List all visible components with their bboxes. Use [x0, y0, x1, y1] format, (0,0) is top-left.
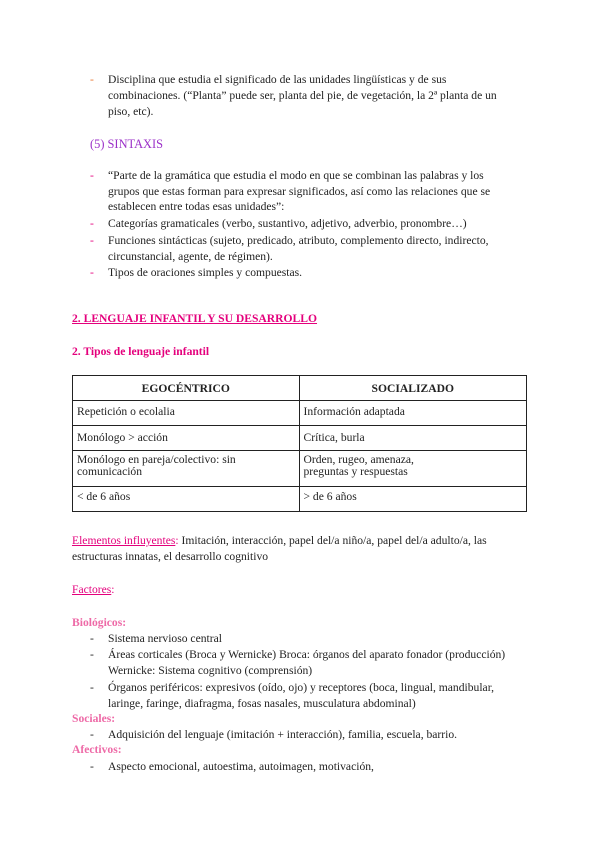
list-dash: - — [90, 681, 94, 694]
list-dash: - — [90, 169, 94, 182]
list-item-line: grupos que estas forman para expresar significados, así como las relaciones que se — [108, 185, 491, 198]
sintaxis-heading: (5) SINTAXIS — [90, 137, 163, 151]
table-cell: Monólogo en pareja/colectivo: sin comunicación — [73, 451, 300, 487]
elementos-line: Elementos influyentes: Imitación, interacción, papel del/a niño/a, papel del/a adulto/a, las — [72, 534, 487, 547]
table-cell: Crítica, burla — [299, 426, 527, 451]
list-item-line: Categorías gramaticales (verbo, sustantivo, adjetivo, adverbio, pronombre…) — [108, 217, 467, 230]
table-row — [73, 401, 527, 426]
biologicos-heading: Biológicos: — [72, 616, 127, 629]
elementos-label: Elementos influyentes — [72, 534, 176, 547]
subsection-title: 2. Tipos de lenguaje infantil — [72, 345, 210, 358]
sociales-heading: Sociales: — [72, 712, 116, 725]
list-item-line: Funciones sintácticas (sujeto, predicado, atributo, complemento directo, indirecto, — [108, 234, 489, 247]
table-row — [73, 487, 527, 512]
list-item-line: Aspecto emocional, autoestima, autoimagen, motivación, — [108, 760, 374, 773]
list-item-line: Sistema nervioso central — [108, 632, 222, 645]
list-item-line: Wernicke: Sistema cognitivo (comprensión) — [108, 664, 313, 677]
table-cell: Monólogo > acción — [73, 426, 300, 451]
table-header-cell: EGOCÉNTRICO — [73, 376, 300, 401]
list-item-line: Áreas corticales (Broca y Wernicke) Broca: órganos del aparato fonador (producción) — [108, 648, 506, 661]
language-types-table — [72, 375, 527, 512]
list-dash: - — [90, 217, 94, 230]
list-dash: - — [90, 234, 94, 247]
factores-heading: Factores: — [72, 583, 115, 596]
list-dash: - — [90, 266, 94, 279]
table-cell: Información adaptada — [299, 401, 527, 426]
elementos-line: estructuras innatas, el desarrollo cognitivo — [72, 550, 269, 563]
list-item-line: Adquisición del lenguaje (imitación + interacción), familia, escuela, barrio. — [108, 728, 458, 741]
table-row — [73, 451, 527, 487]
paragraph-line: piso, etc). — [108, 105, 154, 118]
list-item-line: establecen entre todas esas unidades”: — [108, 200, 285, 213]
list-item-line: “Parte de la gramática que estudia el modo en que se combinan las palabras y los — [108, 169, 484, 182]
list-dash: - — [90, 728, 94, 741]
list-dash: - — [90, 760, 94, 773]
table-cell: Repetición o ecolalia — [73, 401, 300, 426]
table-cell: > de 6 años — [299, 487, 527, 512]
list-item-line: Tipos de oraciones simples y compuestas. — [108, 266, 303, 279]
table-cell: < de 6 años — [73, 487, 300, 512]
list-item-line: laringe, faringe, diafragma, fosas nasales, musculatura abdominal) — [108, 697, 416, 710]
list-dash: - — [90, 648, 94, 661]
list-item-line: circunstancial, agente, de régimen). — [108, 250, 273, 263]
section-title: 2. LENGUAJE INFANTIL Y SU DESARROLLO — [72, 312, 318, 325]
afectivos-heading: Afectivos: — [72, 743, 122, 756]
list-dash: - — [90, 632, 94, 645]
list-item-line: Órganos periféricos: expresivos (oído, ojo) y receptores (boca, lingual, mandibular, — [108, 681, 494, 694]
table-row — [73, 426, 527, 451]
table-cell: Orden, rugeo, amenaza, preguntas y respuestas — [299, 451, 527, 487]
paragraph-line: Disciplina que estudia el significado de las unidades lingüísticas y de sus — [108, 73, 447, 86]
paragraph-line: combinaciones. (“Planta” puede ser, planta del pie, de vegetación, la 2ª planta de un — [108, 89, 497, 102]
list-dash: - — [90, 73, 94, 86]
table-header-row — [73, 376, 527, 401]
table-header-cell: SOCIALIZADO — [299, 376, 527, 401]
